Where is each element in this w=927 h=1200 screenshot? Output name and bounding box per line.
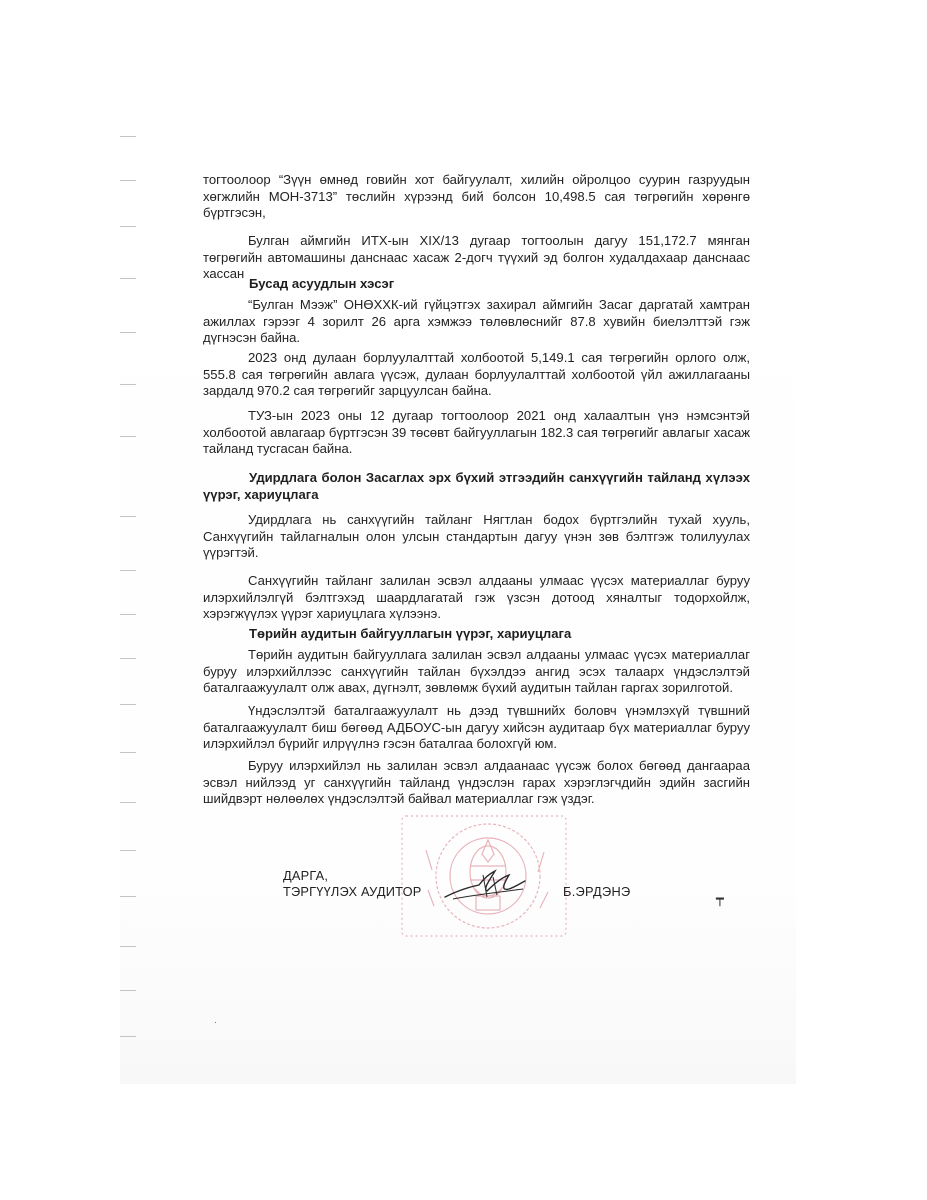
edge-tick bbox=[120, 136, 136, 137]
edge-tick bbox=[120, 332, 136, 333]
signatory-name: Б.ЭРДЭНЭ bbox=[563, 884, 631, 899]
heading-audit-responsibility: Төрийн аудитын байгууллагын үүрэг, хариуцлага bbox=[249, 626, 572, 641]
edge-tick bbox=[120, 570, 136, 571]
edge-tick bbox=[120, 516, 136, 517]
edge-tick bbox=[120, 226, 136, 227]
paragraph-1: тогтоолоор “Зүүн өмнөд говийн хот байгуулалт, хилийн ойролцоо суурин газруудын хөгжлийн МОН-3713” төслийн хүрээнд бий болсон 10,498.5 сая төгрөгийн хөрөнгө бүртгэсэн, bbox=[203, 172, 750, 221]
paragraph-8: Төрийн аудитын байгууллага залилан эсвэл алдааны улмаас үүсэх материаллаг буруу илэрхийллээс санхүүгийн тайлан бүхэлдээ ангид эсэх талаарх үндэслэлтэй баталгаажуулалт олж авах, дүгнэлт, зөвлөмж бүхий аудитын тайлан гаргах зорилготой. bbox=[203, 647, 750, 696]
edge-tick bbox=[120, 752, 136, 753]
signatory-title-line-1: ДАРГА, bbox=[283, 868, 329, 883]
edge-tick bbox=[120, 1036, 136, 1037]
edge-tick bbox=[120, 384, 136, 385]
paragraph-9: Үндэслэлтэй баталгаажуулалт нь дээд түвшнийх боловч үнэмлэхүй түвшний баталгаажуулалт биш бөгөөд АДБОУС-ын дагуу хийсэн аудитаар бүх материаллаг буруу илэрхийлэл бүрийг илрүүлнэ гэсэн баталгаа болохгүй юм. bbox=[203, 703, 750, 752]
edge-tick bbox=[120, 180, 136, 181]
heading-other-issues: Бусад асуудлын хэсэг bbox=[249, 276, 395, 291]
edge-tick bbox=[120, 704, 136, 705]
paragraph-3: “Булган Мээж” ОНӨХХК-ий гүйцэтгэх захирал аймгийн Засаг даргатай хамтран ажиллах гэрээг 4 зорилт 26 арга хэмжээ төлөвлөснийг 87.8 хувийн биелэлттэй гэж дүгнэсэн байна. bbox=[203, 297, 750, 346]
paragraph-5: ТУЗ-ын 2023 оны 12 дугаар тогтоолоор 2021 онд халаалтын үнэ нэмсэнтэй холбоотой авлагаар бүртгэсэн 39 төсөвт байгууллагын 182.3 сая төгрөгийг авлагыг хасаж тайланд тусгасан байна. bbox=[203, 408, 750, 457]
paragraph-6: Удирдлага нь санхүүгийн тайланг Нягтлан бодох бүртгэлийн тухай хууль, Санхүүгийн тайлагналын олон улсын стандартын дагуу үнэн зөв бэлтгэж толилуулах үүрэгтэй. bbox=[203, 512, 750, 561]
scan-dot: · bbox=[214, 1018, 217, 1027]
heading-management-responsibility: Удирдлага болон Засаглах эрх бүхий этгээдийн санхүүгийн тайланд хүлээх үүрэг, хариуцлага bbox=[203, 470, 750, 502]
paragraph-2: Булган аймгийн ИТХ-ын XIX/13 дугаар тогтоолын дагуу 151,172.7 мянган төгрөгийн автомашины данснаас хасаж 2-догч түүхий эд болгон худалдахаар данснаас хассан bbox=[203, 233, 750, 282]
edge-tick bbox=[120, 946, 136, 947]
signatory-title-line-2: ТЭРГҮҮЛЭХ АУДИТОР bbox=[283, 884, 422, 899]
handwritten-signature bbox=[443, 867, 527, 903]
scan-mark: ┯ bbox=[716, 891, 724, 906]
edge-tick bbox=[120, 658, 136, 659]
edge-tick bbox=[120, 802, 136, 803]
margin-edge-marks bbox=[120, 100, 142, 1100]
edge-tick bbox=[120, 278, 136, 279]
edge-tick bbox=[120, 850, 136, 851]
paragraph-4: 2023 онд дулаан борлуулалттай холбоотой 5,149.1 сая төгрөгийн орлого олж, 555.8 сая төгрөгийн авлага үүсэж, дулаан борлуулалттай холбоотой үйл ажиллагааны зардалд 970.2 сая төгрөгийг зарцуулсан байна. bbox=[203, 350, 750, 399]
paragraph-10: Буруу илэрхийлэл нь залилан эсвэл алдаанаас үүсэж болох бөгөөд дангаараа эсвэл нийлээд уг санхүүгийн тайланд үндэслэн гарах хэрэглэгчдийн эдийн засгийн шийдвэрт нөлөөлөх үндэслэлтэй байвал материаллаг гэж үздэг. bbox=[203, 758, 750, 807]
paragraph-7: Санхүүгийн тайланг залилан эсвэл алдааны улмаас үүсэх материаллаг буруу илэрхийлэлгүй бэлтгэхэд шаардлагатай гэж үзсэн дотоод хяналтыг тодорхойлж, хэрэгжүүлэх үүрэг хариуцлага хүлээнэ. bbox=[203, 573, 750, 622]
edge-tick bbox=[120, 436, 136, 437]
edge-tick bbox=[120, 614, 136, 615]
edge-tick bbox=[120, 896, 136, 897]
edge-tick bbox=[120, 990, 136, 991]
